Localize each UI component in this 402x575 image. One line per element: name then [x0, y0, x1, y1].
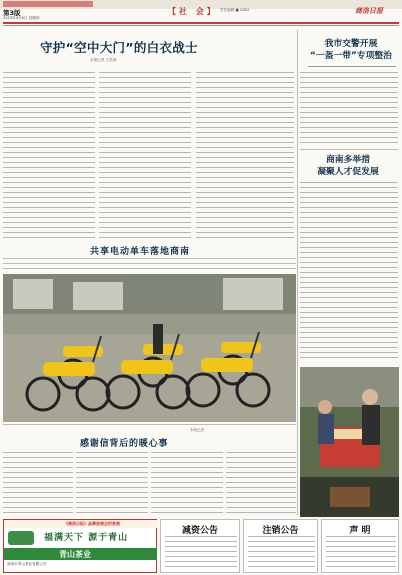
header-rule-gray — [3, 25, 399, 26]
notice-body — [165, 536, 237, 570]
bottom-article-column-2 — [76, 452, 148, 514]
side-2-rule — [300, 149, 398, 150]
main-article-column-3 — [196, 72, 294, 238]
bottom-byline: 本报记者 — [190, 428, 204, 432]
header-rule-red — [3, 22, 399, 24]
main-article-column-2 — [99, 72, 191, 238]
ad-header: 《商洛日报》品牌进商企形象展 — [64, 521, 120, 526]
people-illustration — [300, 367, 399, 517]
bottom-headline: 感谢信背后的暖心事 — [80, 439, 169, 449]
notice-deregistration — [243, 519, 318, 573]
main-article-column-1 — [3, 72, 95, 238]
side-headline-2 — [300, 154, 396, 178]
side-headline-2-line1: 商南多举措 — [326, 155, 370, 165]
notice-title: 声 明 — [349, 526, 371, 536]
side-headline-1-line2: “一盔一带”专项整治 — [310, 51, 392, 61]
issue-date: 2023年4月6日 星期四 — [3, 16, 40, 20]
bottom-article-column-3 — [151, 452, 223, 514]
photo-story-caption — [3, 258, 296, 272]
notice-title: 注销公告 — [262, 526, 299, 536]
shared-ebike-photo — [3, 274, 296, 422]
bottom-article-column-4 — [226, 452, 296, 514]
side-article-2-body — [300, 182, 398, 362]
side-1-rule — [308, 66, 396, 67]
side-headline-1 — [304, 38, 398, 62]
photo-story-title: 共享电动单车落地商南 — [90, 247, 191, 257]
notice-body — [326, 536, 396, 570]
notice-title: 减资公告 — [181, 526, 218, 536]
main-byline: 本报记者 王武涛 — [90, 58, 117, 62]
ebike-illustration — [3, 274, 296, 422]
notice-capital-reduction — [160, 519, 240, 573]
column-divider — [297, 30, 298, 515]
page-number: 第3版 — [3, 9, 21, 17]
ad-slogan: 福满天下 源于青山 — [44, 533, 129, 543]
section-title: 【社 会】 — [168, 7, 218, 16]
advertisement — [3, 519, 157, 573]
bottom-article-column-1 — [3, 452, 73, 514]
notice-statement — [321, 519, 399, 573]
side-article-1-body — [300, 72, 398, 146]
header-nav-bar — [3, 1, 93, 7]
notice-body — [248, 536, 315, 570]
bottom-article-rule — [3, 424, 296, 425]
side-headline-1-line1: 我市交警开展 — [324, 39, 378, 49]
ad-brand: 青山茶业 — [59, 550, 91, 559]
editor-info: 责任编辑 ■ 2883 — [220, 8, 250, 12]
main-headline: 守护“空中大门”的白衣战士 — [40, 40, 198, 55]
newspaper-logo: 商洛日报 — [355, 7, 383, 15]
tea-logo-icon — [8, 531, 34, 545]
side-news-photo — [300, 367, 399, 517]
ad-footer: 商洛市青山茶业有限公司 — [7, 562, 47, 566]
side-headline-2-line2: 凝聚人才促发展 — [317, 167, 379, 177]
